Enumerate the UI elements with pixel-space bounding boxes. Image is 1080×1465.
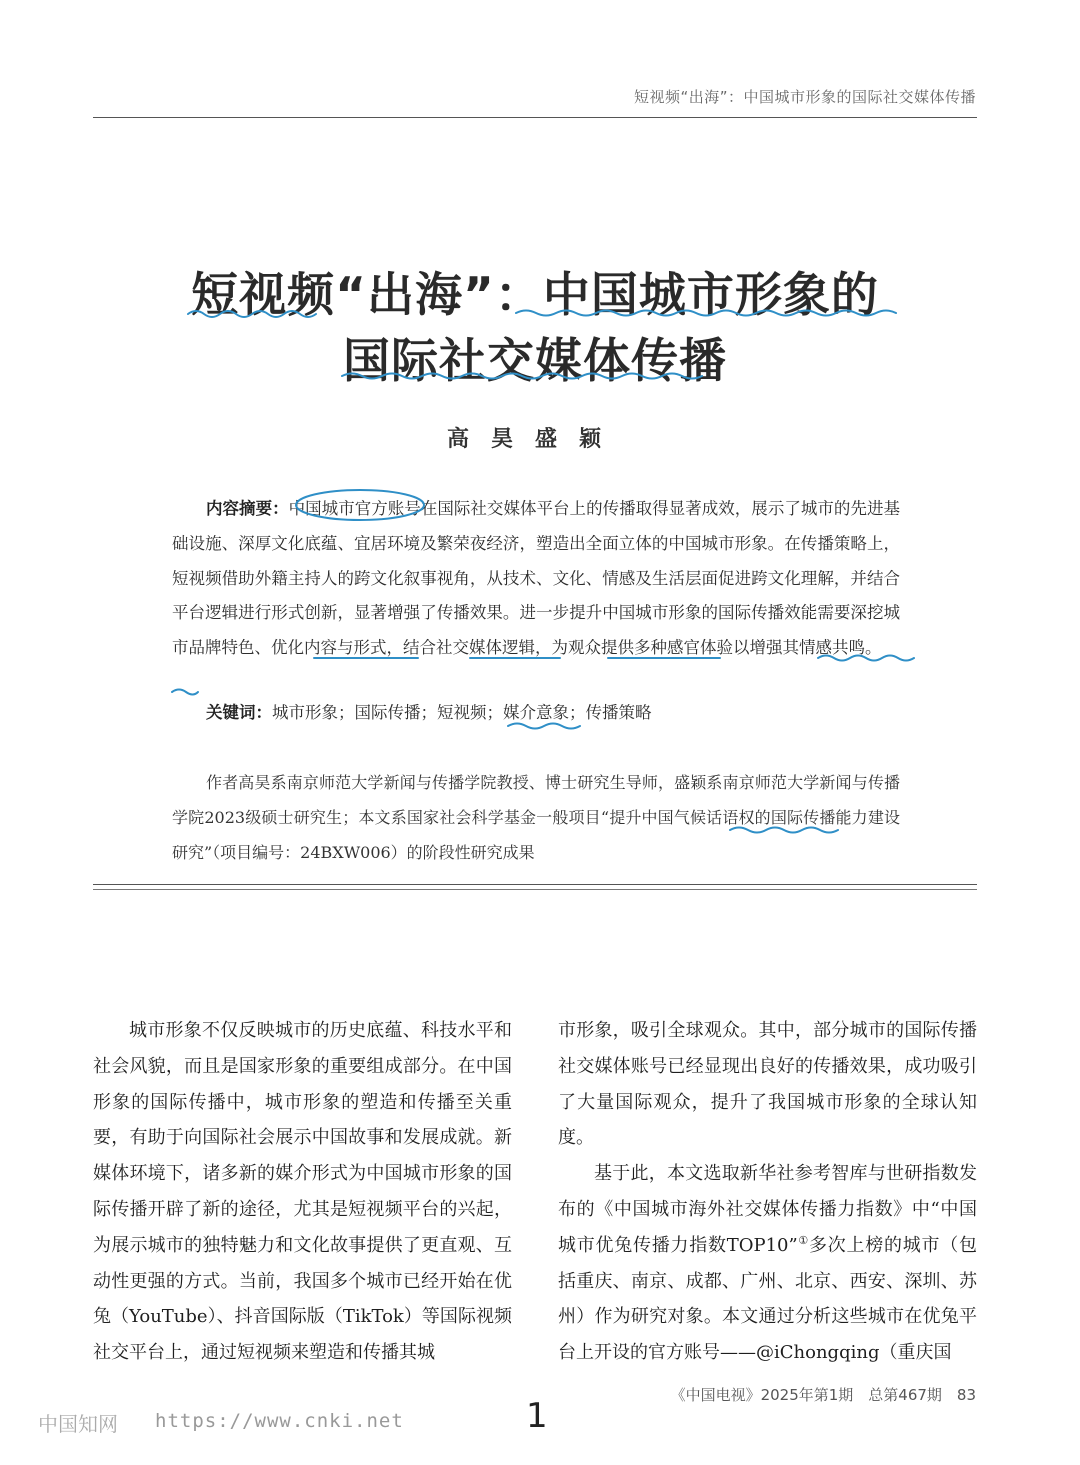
running-header: 短视频“出海”：中国城市形象的国际社交媒体传播 xyxy=(633,88,976,106)
body-paragraph-3-part-b: 多次上榜的城市（包括重庆、南京、成都、广州、北京、西安、深圳、苏州）作为研究对象。本文通过分析这些城市在优兔平台上开设的官方账号——@iChongqing（重庆国 xyxy=(558,1234,977,1364)
body-right-column xyxy=(558,1013,977,1371)
section-rule-thick xyxy=(93,884,977,885)
keywords-text: 城市形象；国际传播；短视频；媒介意象；传播策略 xyxy=(272,703,652,722)
authors: 高昊盛颖 xyxy=(446,426,623,452)
ink-circle-abstract xyxy=(292,488,432,524)
ink-underline-title-2 xyxy=(340,370,740,384)
body-paragraph-3 xyxy=(558,1156,977,1371)
cnki-watermark: 中国知网 xyxy=(38,1412,118,1436)
body-paragraph-3-part-a: 基于此，本文选取新华社参考智库与世研指数发布的《中国城市海外社交媒体传播力指数》中“中国城市优兔传播力指数TOP10” xyxy=(558,1163,977,1256)
cnki-url[interactable]: https://www.cnki.net xyxy=(155,1410,404,1432)
ink-underline-author-note xyxy=(728,825,848,837)
footer-journal-info: 《中国电视》2025年第1期 总第467期 83 xyxy=(670,1386,976,1404)
ink-underline-abstract-1 xyxy=(312,653,912,665)
body-paragraph-2: 市形象，吸引全球观众。其中，部分城市的国际传播社交媒体账号已经显现出良好的传播效果，成功吸引了大量国际观众，提升了我国城市形象的全球认知度。 xyxy=(558,1020,977,1149)
abstract-text: 中国城市官方账号在国际社交媒体平台上的传播取得显著成效，展示了城市的先进基础设施、深厚文化底蕴、宜居环境及繁荣夜经济，塑造出全面立体的中国城市形象。在传播策略上，短视频借助外籍主持人的跨文化叙事视角，从技术、文化、情感及生活层面促进跨文化理解，并结合平台逻辑进行形式创新，显著增强了传播效果。进一步提升中国城市形象的国际传播效能需要深挖城市品牌特色、优化内容与形式，结合社交媒体逻辑，为观众提供多种感官体验以增强其情感共鸣。 xyxy=(172,499,901,658)
header-rule xyxy=(93,117,977,118)
title-line-2: 国际社交媒体传播 xyxy=(343,334,727,389)
title-line-1: 短视频“出海”：中国城市形象的 xyxy=(191,268,879,323)
body-left-column xyxy=(93,1013,512,1371)
keywords-label: 关键词： xyxy=(206,703,272,722)
section-rule-thin xyxy=(93,889,977,890)
abstract-label: 内容摘要： xyxy=(206,499,289,518)
author-note: 作者高昊系南京师范大学新闻与传播学院教授、博士研究生导师，盛颖系南京师范大学新闻与传播学院2023级硕士研究生；本文系国家社会科学基金一般项目“提升中国气候话语权的国际传播能力建设研究”（项目编号：24BXW006）的阶段性研究成果 xyxy=(172,773,900,862)
ink-underline-abstract-2 xyxy=(170,687,200,699)
abstract xyxy=(172,492,900,666)
ink-underline-title-1 xyxy=(186,306,886,320)
page-index: 1 xyxy=(526,1396,548,1436)
keywords xyxy=(206,699,652,723)
footnote-marker[interactable]: ① xyxy=(797,1233,810,1247)
ink-underline-keywords xyxy=(506,721,586,733)
body-paragraph-1: 城市形象不仅反映城市的历史底蕴、科技水平和社会风貌，而且是国家形象的重要组成部分。在中国形象的国际传播中，城市形象的塑造和传播至关重要，有助于向国际社会展示中国故事和发展成就。新媒体环境下，诸多新的媒介形式为中国城市形象的国际传播开辟了新的途径，尤其是短视频平台的兴起，为展示城市的独特魅力和文化故事提供了更直观、互动性更强的方式。当前，我国多个城市已经开始在优兔（YouTube）、抖音国际版（TikTok）等国际视频社交平台上，通过短视频来塑造和传播其城 xyxy=(93,1020,512,1364)
